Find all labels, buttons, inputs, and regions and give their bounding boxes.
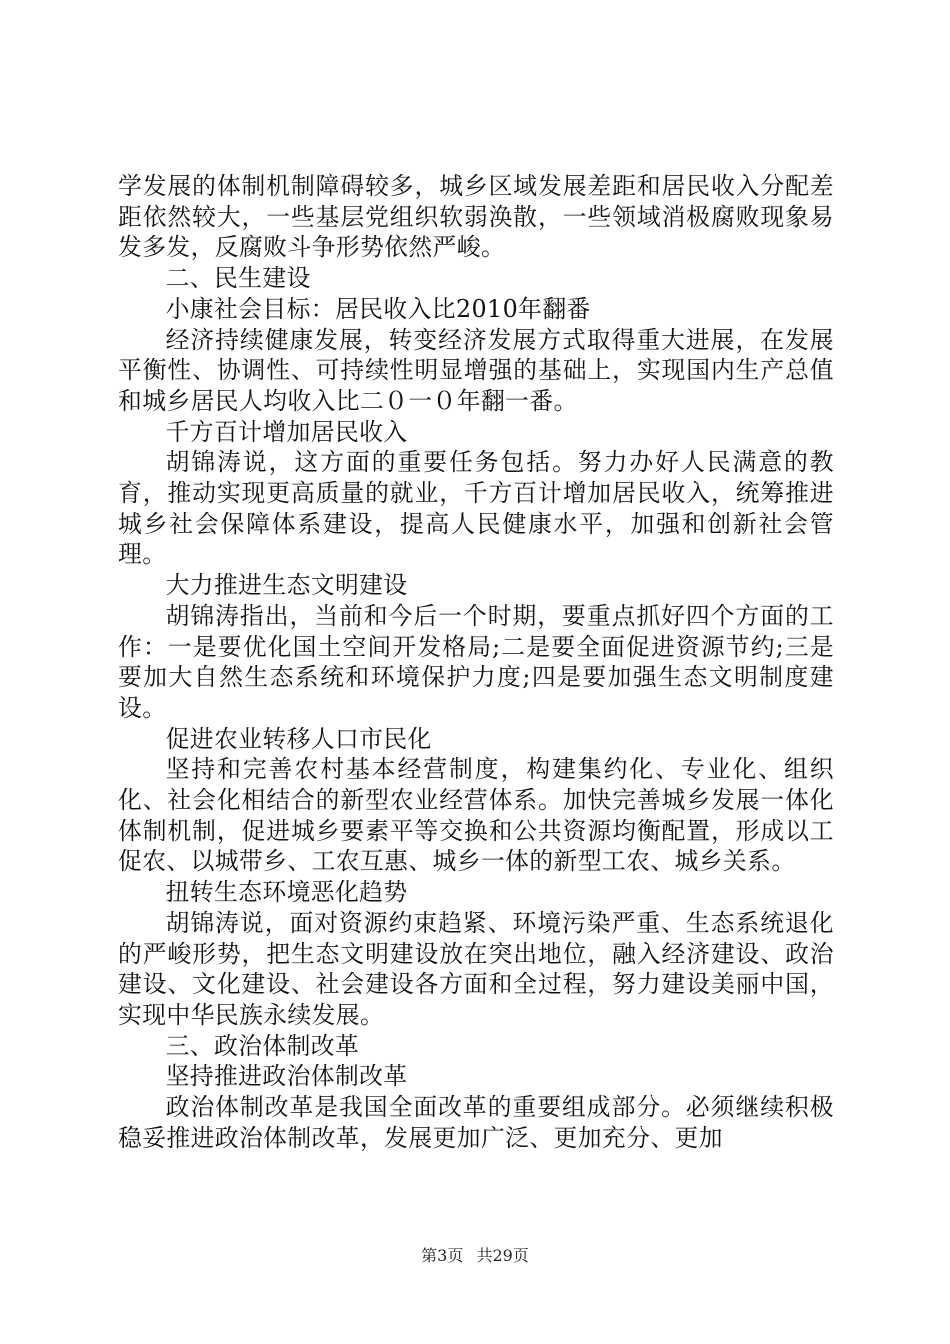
subheading: 坚持推进政治体制改革 (165, 1062, 408, 1091)
paragraph: 政治体制改革是我国全面改革的重要组成部分。必须继续积极稳妥推进政治体制改革，发展更加广泛、更加充分、更加 (118, 1093, 834, 1152)
section-heading: 二、民生建设 (165, 264, 311, 293)
paragraph: 坚持和完善农村基本经营制度，构建集约化、专业化、组织化、社会化相结合的新型农业经营体系。加快完善城乡发展一体化体制机制，促进城乡要素平等交换和公共资源均衡配置，形成以工促农、以城带乡、工农互惠、城乡一体的新型工农、城乡关系。 (118, 755, 834, 876)
page-total: 共29页 (476, 1246, 529, 1265)
paragraph: 经济持续健康发展，转变经济发展方式取得重大进展，在发展平衡性、协调性、可持续性明显增强的基础上，实现国内生产总值和城乡居民人均收入比二０一０年翻一番。 (118, 325, 834, 415)
paragraph: 学发展的体制机制障碍较多，城乡区域发展差距和居民收入分配差距依然较大，一些基层党组织软弱涣散，一些领域消极腐败现象易发多发，反腐败斗争形势依然严峻。 (118, 172, 834, 262)
subheading: 扭转生态环境恶化趋势 (165, 878, 408, 907)
paragraph: 胡锦涛说，面对资源约束趋紧、环境污染严重、生态系统退化的严峻形势，把生态文明建设放在突出地位，融入经济建设、政治建设、文化建设、社会建设各方面和全过程，努力建设美丽中国，实现中华民族永续发展。 (118, 908, 834, 1029)
document-body (118, 171, 834, 1154)
subheading: 促进农业转移人口市民化 (165, 724, 432, 753)
page-number: 第3页 (421, 1246, 464, 1265)
page-footer (0, 1243, 950, 1266)
paragraph: 胡锦涛说，这方面的重要任务包括。努力办好人民满意的教育，推动实现更高质量的就业，千方百计增加居民收入，统筹推进城乡社会保障体系建设，提高人民健康水平，加强和创新社会管理。 (118, 448, 834, 569)
subheading: 小康社会目标：居民收入比2010年翻番 (165, 294, 591, 323)
paragraph: 胡锦涛指出，当前和今后一个时期，要重点抓好四个方面的工作：一是要优化国土空间开发格局;二是要全面促进资源节约;三是要加大自然生态系统和环境保护力度;四是要加强生态文明制度建设。 (118, 601, 834, 722)
subheading: 大力推进生态文明建设 (165, 571, 408, 600)
section-heading: 三、政治体制改革 (165, 1031, 360, 1060)
subheading: 千方百计增加居民收入 (165, 417, 408, 446)
